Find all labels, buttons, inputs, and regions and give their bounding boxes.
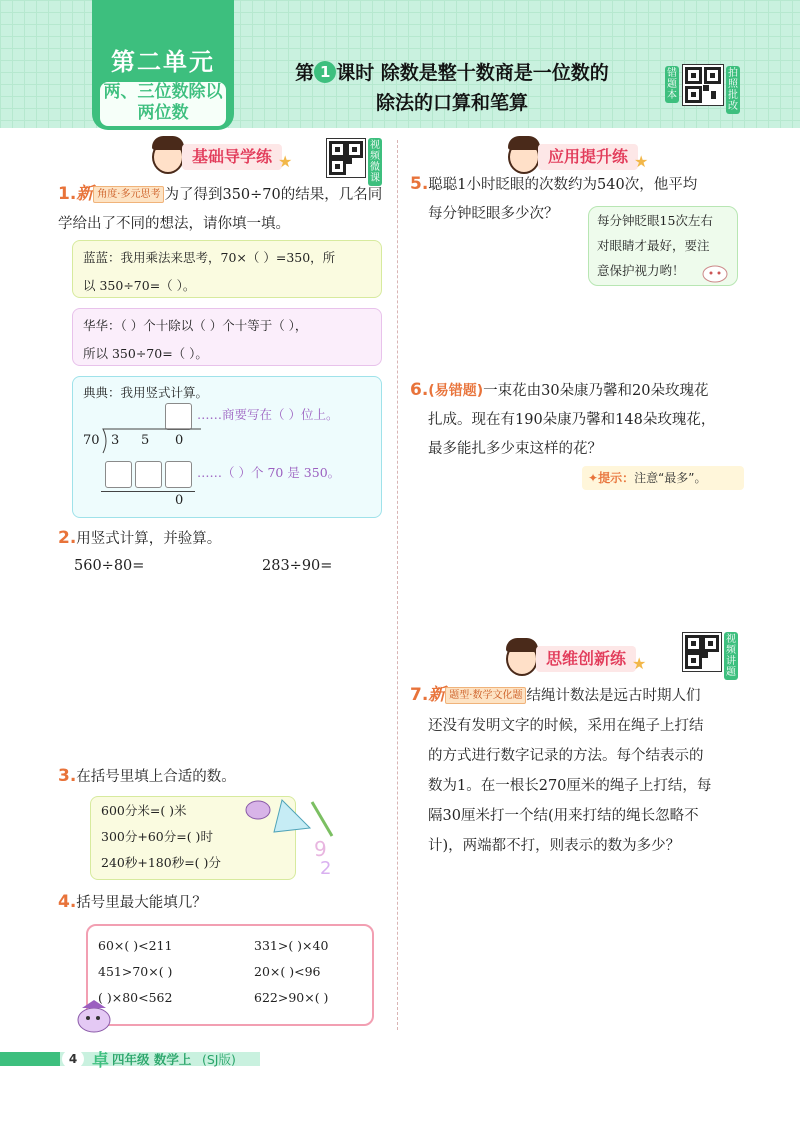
diandian-box [72,376,382,518]
fill-item: 60×( )<211 [98,938,173,953]
section-applied-header [508,144,658,172]
dividend-digit: 5 [141,433,150,448]
answer-box[interactable] [105,461,132,488]
dividend-digit: 3 [111,433,120,448]
error-prone-tag: (易错题) [428,383,484,399]
video-explain-tag: 视频讲题 [726,634,736,678]
question-number: 5. [410,174,429,194]
lanlan-line2: 以 350÷70=（ ）。 [83,278,196,293]
fill-item: 622>90×( ) [254,990,329,1005]
q4-box [86,924,374,1026]
star-icon: ★ [634,152,649,171]
huahua-line1: 华华：（ ）个十除以（ ）个十等于（ ）， [83,318,308,333]
question-1 [58,180,388,239]
problem: 560÷80= [74,558,145,574]
divisor: 70 [83,433,100,448]
footer-book: 四年级 数学上 [112,1052,192,1067]
question-text: 一束花由30朵康乃馨和20朵玫瑰花 [483,383,709,399]
question-4 [58,888,388,918]
tip-line: 意保护视力哟！ [597,263,685,278]
unit-box [92,0,234,130]
svg-text:9: 9 [314,837,327,861]
section-applied-label: 应用提升练 [538,144,638,170]
mascot-icon [74,1000,118,1034]
fill-item: 20×( )<96 [254,964,321,979]
question-2 [58,524,388,554]
math-tools-illustration [244,796,340,876]
tag-pill: 题型·数学文化题 [445,687,526,704]
qr-code-icon[interactable] [326,138,366,178]
lightbulb-icon: ✦ [588,471,599,485]
hint-label: 提示： [598,471,635,485]
tag-pill: 角度·多元思考 [93,186,164,203]
svg-text:2: 2 [320,858,332,876]
tip-line: 对眼睛才最好，要注 [597,238,710,253]
dividend-digit: 0 [175,433,184,448]
question-text: 隔30厘米打一个结(用来打结的绳长忽略不 [428,808,699,824]
question-text: 最多能扎多少束这样的花？ [428,441,602,457]
question-text: 结绳计数法是远古时期人们 [526,688,701,704]
qr-code-icon[interactable] [682,632,722,672]
question-7 [410,680,790,861]
question-number: 3. [58,766,77,786]
new-tag: 新 [428,685,446,705]
girl-avatar-icon [506,642,538,676]
diandian-note2: ……（ ）个 70 是 350。 [197,465,341,480]
question-text: 用竖式计算，并验算。 [76,531,222,547]
answer-box[interactable] [135,461,162,488]
star-icon: ★ [632,654,647,673]
question-number: 1. [58,184,77,204]
question-text: 扎成。现在有190朵康乃馨和148朵玫瑰花， [428,412,716,428]
brand-logo: 卓 [92,1051,109,1071]
hint-box [582,466,744,490]
section-basic-label: 基础导学练 [182,144,282,170]
lesson-number: 1 [314,61,336,83]
column-divider [397,140,398,1030]
question-text: 聪聪1小时眨眼的次数约为540次，他平均 [428,177,698,193]
section-thinking-label: 思维创新练 [536,646,636,672]
question-number: 4. [58,892,77,912]
fill-item: 240秒+180秒=( )分 [101,855,221,870]
question-text: 每分钟眨眼多少次？ [428,206,559,222]
diandian-note1: ……商要写在（ ）位上。 [197,407,339,422]
remainder: 0 [175,493,184,508]
question-3 [58,762,388,792]
qr-code-icon[interactable] [682,64,724,106]
answer-box[interactable] [165,403,192,430]
lanlan-box [72,240,382,298]
huahua-box [72,308,382,366]
unit-subtitle: 两、三位数除以两位数 [100,82,226,126]
question-text: 括号里最大能填几？ [76,895,207,911]
tip-line: 每分钟眨眼15次左右 [597,213,713,228]
answer-box[interactable] [165,461,192,488]
lesson-title [252,58,652,118]
unit-title: 第二单元 [111,48,215,76]
girl-avatar-icon [508,140,540,174]
huahua-line2: 所以 350÷70=（ ）。 [83,346,208,361]
photo-correct-tag: 拍照批改 [728,68,738,112]
new-tag: 新 [76,184,94,204]
lesson-title-line1: 课时 除数是整十数商是一位数的 [336,62,609,84]
error-book-tag: 错题本 [667,68,677,101]
question-number: 2. [58,528,77,548]
fill-item: ( )×80<562 [98,990,173,1005]
fill-item: 300分+60分=( )时 [101,829,213,844]
section-thinking-header [506,646,656,674]
question-number: 6. [410,380,429,400]
fill-item: 451>70×( ) [98,964,173,979]
fill-item: 600分米=( )米 [101,803,187,818]
question-text: 还没有发明文字的时候，采用在绳子上打结 [428,718,704,734]
star-icon: ★ [278,152,293,171]
diandian-title: 典典：我用竖式计算。 [83,385,209,400]
question-text: 在括号里填上合适的数。 [76,769,236,785]
question-number: 7. [410,685,429,705]
question-text: 数为1。在一根长270厘米的绳子上打结，每 [428,778,712,794]
hint-text: 注意“最多”。 [634,471,707,485]
lesson-prefix: 第 [295,62,315,84]
video-lesson-tag: 视频微课 [370,140,380,184]
division-line [101,491,195,492]
fill-item: 331>( )×40 [254,938,329,953]
girl-avatar-icon [152,140,184,174]
footer-edition: (SJ版) [202,1052,236,1067]
cat-doodle-icon [700,260,730,284]
question-text: 学给出了不同的想法，请你填一填。 [58,216,290,232]
question-text: 计)，两端都不打，则表示的数为多少？ [428,838,681,854]
section-basic-header [152,144,302,172]
lanlan-line1: 蓝蓝：我用乘法来思考，70×（ ）=350，所 [83,250,336,265]
lesson-title-line2: 除法的口算和笔算 [375,92,528,114]
question-text: 为了得到350÷70的结果，几名同 [164,187,383,203]
problem: 283÷90= [262,558,333,574]
page-number: 4 [62,1049,84,1069]
question-6 [410,376,790,464]
question-text: 的方式进行数字记录的方法。每个结表示的 [428,748,704,764]
